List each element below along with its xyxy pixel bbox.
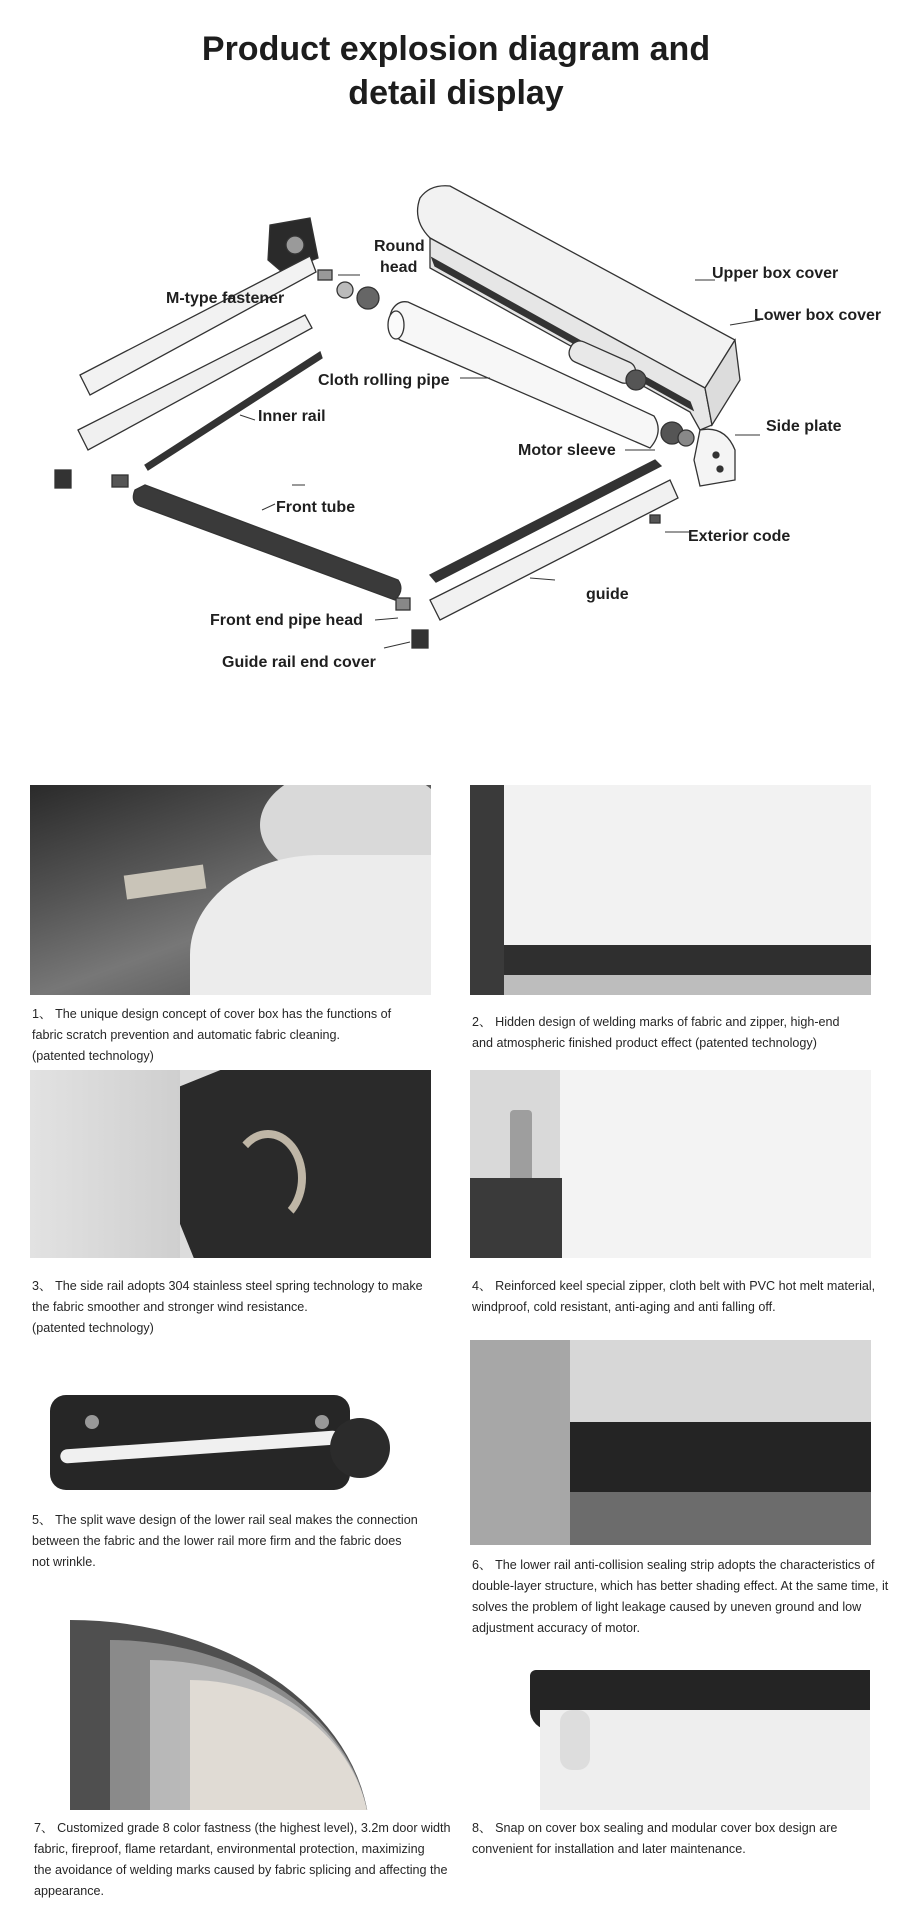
detail-caption-2-line-2: and atmospheric finished product effect (patented technology) bbox=[472, 1036, 817, 1050]
detail-caption-7-line-3: the avoidance of welding marks caused by fabric splicing and affecting the bbox=[34, 1863, 448, 1877]
detail-caption-6-line-3: solves the problem of light leakage caused by uneven ground and low bbox=[472, 1600, 862, 1614]
detail-caption-5 bbox=[32, 1510, 462, 1573]
detail-caption-3-line-1: 3、 The side rail adopts 304 stainless steel spring technology to make bbox=[32, 1279, 423, 1293]
detail-caption-2-line-1: 2、 Hidden design of welding marks of fabric and zipper, high-end bbox=[472, 1015, 840, 1029]
detail-caption-6-line-1: 6、 The lower rail anti-collision sealing strip adopts the characteristics of bbox=[472, 1558, 875, 1572]
detail-caption-8 bbox=[472, 1818, 892, 1860]
detail-caption-8-line-2: convenient for installation and later maintenance. bbox=[472, 1842, 746, 1856]
round-head-part bbox=[337, 282, 353, 298]
label-exterior-code: Exterior code bbox=[688, 528, 791, 545]
detail-caption-6-line-2: double-layer structure, which has better shading effect. At the same time, it bbox=[472, 1579, 889, 1593]
detail-photo-1 bbox=[30, 785, 431, 995]
detail-caption-7-line-1: 7、 Customized grade 8 color fastness (the highest level), 3.2m door width bbox=[34, 1821, 451, 1835]
detail-photo-3 bbox=[30, 1070, 431, 1258]
label-round-head-2: head bbox=[380, 259, 418, 276]
detail-caption-5-line-1: 5、 The split wave design of the lower rail seal makes the connection bbox=[32, 1513, 418, 1527]
detail-photo-6 bbox=[470, 1340, 871, 1545]
detail-caption-3-line-3: (patented technology) bbox=[32, 1321, 154, 1335]
detail-caption-6-line-4: adjustment accuracy of motor. bbox=[472, 1621, 640, 1635]
detail-caption-1-line-3: (patented technology) bbox=[32, 1049, 154, 1063]
detail-caption-7-line-2: fabric, fireproof, flame retardant, environmental protection, maximizing bbox=[34, 1842, 425, 1856]
detail-caption-1-line-1: 1、 The unique design concept of cover box has the functions of bbox=[32, 1007, 392, 1021]
detail-caption-1-line-2: fabric scratch prevention and automatic fabric cleaning. bbox=[32, 1028, 341, 1042]
label-cloth-rolling-pipe: Cloth rolling pipe bbox=[318, 372, 450, 389]
detail-photo-2 bbox=[470, 785, 871, 995]
label-lower-box-cover: Lower box cover bbox=[754, 307, 882, 324]
detail-caption-8-line-1: 8、 Snap on cover box sealing and modular cover box design are bbox=[472, 1821, 838, 1835]
detail-caption-5-line-2: between the fabric and the lower rail more firm and the fabric does bbox=[32, 1534, 402, 1548]
detail-photo-4 bbox=[470, 1070, 871, 1258]
detail-caption-4-line-2: windproof, cold resistant, anti-aging and anti falling off. bbox=[472, 1300, 776, 1314]
label-m-type-fastener: M-type fastener bbox=[166, 290, 285, 307]
front-tube-part bbox=[133, 485, 401, 600]
detail-caption-1 bbox=[32, 1004, 452, 1067]
page-title-line-1: Product explosion diagram and bbox=[201, 30, 711, 68]
label-front-end-pipe-head: Front end pipe head bbox=[210, 612, 363, 629]
page-title-line-2: detail display bbox=[348, 74, 564, 112]
detail-caption-4 bbox=[472, 1276, 902, 1318]
detail-caption-2 bbox=[472, 1012, 892, 1054]
detail-caption-3-line-2: the fabric smoother and stronger wind resistance. bbox=[32, 1300, 308, 1314]
label-guide: guide bbox=[586, 586, 629, 603]
detail-caption-6 bbox=[472, 1555, 912, 1639]
label-inner-rail: Inner rail bbox=[258, 408, 326, 425]
label-upper-box-cover: Upper box cover bbox=[712, 265, 839, 282]
detail-photo-5 bbox=[30, 1340, 431, 1510]
detail-caption-5-line-3: not wrinkle. bbox=[32, 1555, 96, 1569]
detail-caption-4-line-1: 4、 Reinforced keel special zipper, cloth belt with PVC hot melt material, bbox=[472, 1279, 876, 1293]
detail-caption-3 bbox=[32, 1276, 462, 1339]
detail-caption-7-line-4: appearance. bbox=[34, 1884, 105, 1898]
detail-caption-7 bbox=[34, 1818, 474, 1902]
label-guide-rail-end-cover: Guide rail end cover bbox=[222, 654, 376, 671]
label-front-tube: Front tube bbox=[276, 499, 356, 516]
label-motor-sleeve: Motor sleeve bbox=[518, 442, 616, 459]
detail-photo-7 bbox=[50, 1620, 420, 1810]
label-side-plate: Side plate bbox=[766, 418, 842, 435]
label-round-head: Round bbox=[374, 238, 425, 255]
detail-photo-8 bbox=[520, 1660, 870, 1810]
